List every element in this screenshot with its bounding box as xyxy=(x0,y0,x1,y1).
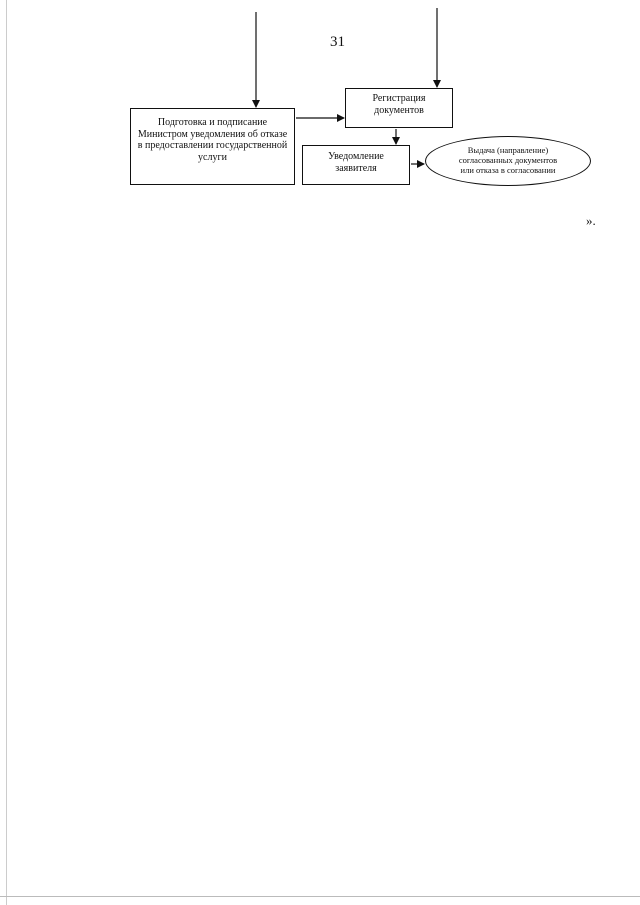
node-refusal-notice-label: Подготовка и подписание Министром уведомления об отказе в предоставлении государственной услуги xyxy=(137,117,288,163)
node-refusal-notice xyxy=(130,108,295,185)
node-document-issue-label: Выдача (направление) согласованных документов или отказа в согласовании xyxy=(458,145,558,175)
node-applicant-notification-label: Уведомление заявителя xyxy=(328,151,384,174)
node-document-registration xyxy=(345,88,453,128)
node-document-issue xyxy=(425,136,591,186)
page-number: 31 xyxy=(330,34,345,50)
node-document-registration-label: Регистрация документов xyxy=(372,93,426,116)
closing-quote: ». xyxy=(586,213,596,228)
scan-bottom-edge xyxy=(0,896,640,897)
node-applicant-notification xyxy=(302,145,410,185)
scan-left-edge xyxy=(6,0,7,905)
